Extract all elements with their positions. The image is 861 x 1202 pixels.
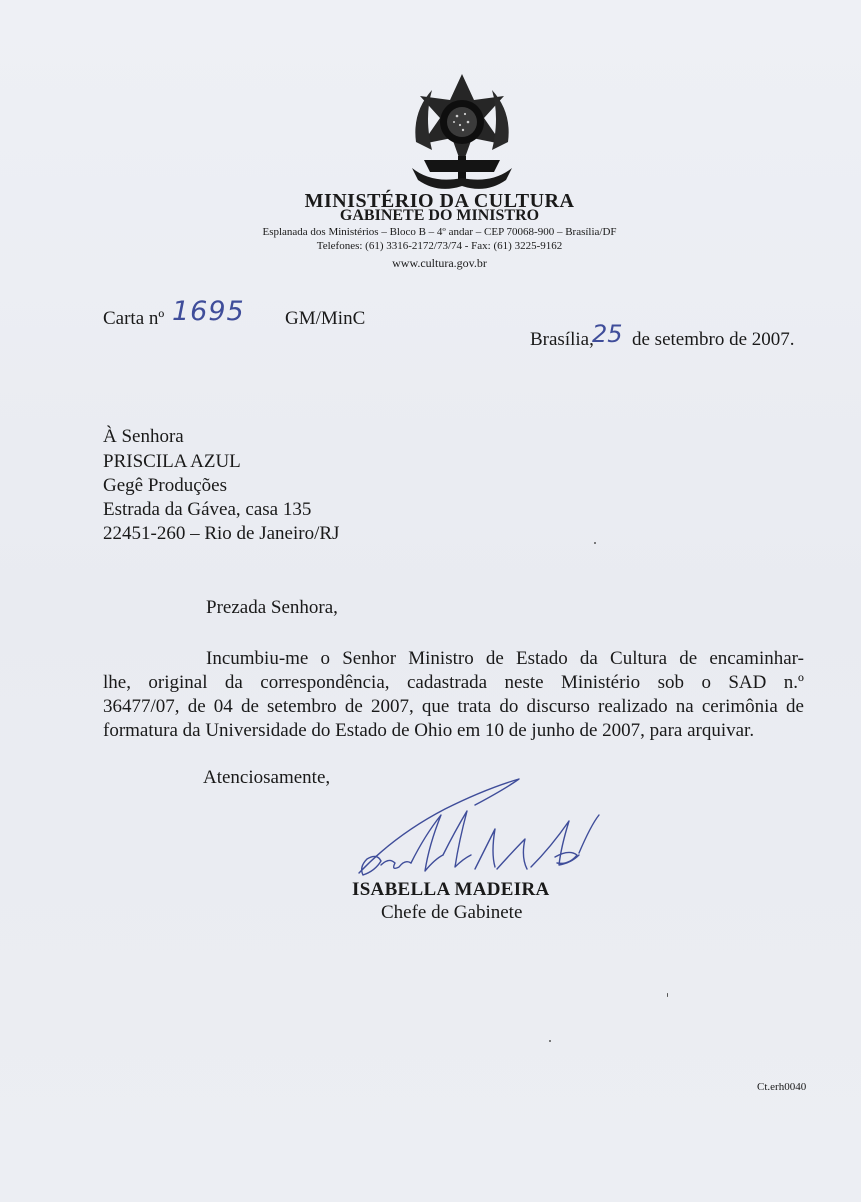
date-place: Brasília, <box>530 329 594 350</box>
body-word: neste <box>504 672 544 693</box>
body-word: que <box>421 696 450 717</box>
body-line-1 <box>103 648 804 672</box>
cabinet-subtitle: GABINETE DO MINISTRO <box>339 207 540 224</box>
body-paragraph <box>103 648 804 744</box>
body-word: lhe, <box>103 672 131 693</box>
body-line-2 <box>103 672 804 696</box>
body-word: trata <box>457 696 492 717</box>
body-word: correspondência, <box>260 672 390 693</box>
body-line-3 <box>103 696 804 720</box>
date-day-handwritten: 25 <box>592 320 623 348</box>
body-word: sob <box>657 672 685 693</box>
letter-number-label: Carta nº <box>103 308 165 329</box>
body-word: Ministério <box>561 672 641 693</box>
body-word: setembro <box>267 696 337 717</box>
letterhead-address: Esplanada dos Ministérios – Bloco B – 4º andar – CEP 70068-900 – Brasília/DF <box>262 226 617 238</box>
body-word: da <box>579 648 598 669</box>
letterhead-website: www.cultura.gov.br <box>392 256 487 270</box>
body-word: realizado <box>598 696 668 717</box>
body-word: encaminhar- <box>709 648 804 669</box>
salutation: Prezada Senhora, <box>206 597 338 618</box>
scan-speck <box>594 542 596 544</box>
body-word: de <box>187 696 206 717</box>
body-word: da <box>224 672 243 693</box>
letter-number-suffix: GM/MinC <box>285 308 366 329</box>
body-word: Ministro <box>408 648 474 669</box>
body-line-4 <box>103 720 804 744</box>
body-word: de <box>240 696 259 717</box>
handwritten-signature <box>355 775 605 887</box>
body-word: original <box>148 672 208 693</box>
letterhead-phones: Telefones: (61) 3316-2172/73/74 - Fax: (61) 3225-9162 <box>316 240 563 252</box>
closing: Atenciosamente, <box>203 767 331 788</box>
body-word: 36477/07, <box>103 696 180 717</box>
recipient-line: 22451-260 – Rio de Janeiro/RJ <box>103 523 340 544</box>
body-word: de <box>344 696 363 717</box>
recipient-line: Gegê Produções <box>103 475 227 496</box>
body-word: do <box>499 696 519 717</box>
document-code: Ct.erh0040 <box>757 1081 807 1093</box>
body-word: o <box>701 672 711 693</box>
body-word: Estado <box>516 648 568 669</box>
body-word: de <box>485 648 504 669</box>
letter-number-handwritten: 1695 <box>172 296 245 327</box>
body-word: SAD <box>728 672 767 693</box>
ministry-title: MINISTÉRIO DA CULTURA <box>304 190 575 212</box>
body-word: Incumbiu-me <box>206 648 309 669</box>
body-line-last: formatura da Universidade do Estado de Ohio em 10 de junho de 2007, para arquivar. <box>103 720 755 741</box>
signer-title: Chefe de Gabinete <box>381 902 523 923</box>
body-word: Cultura <box>610 648 668 669</box>
recipient-line: PRISCILA AZUL <box>103 451 241 472</box>
date-month-year: de setembro de 2007. <box>632 329 795 350</box>
signer-name: ISABELLA MADEIRA <box>352 879 550 900</box>
body-word: o <box>320 648 331 669</box>
recipient-line: À Senhora <box>103 426 184 447</box>
body-word: 04 <box>213 696 233 717</box>
body-word: 2007, <box>370 696 414 717</box>
body-word: discurso <box>526 696 590 717</box>
recipient-line: Estrada da Gávea, casa 135 <box>103 499 312 520</box>
scan-speck <box>549 1040 551 1042</box>
scan-speck <box>667 993 668 997</box>
body-word: na <box>675 696 694 717</box>
body-word: de <box>679 648 698 669</box>
body-word: cerimônia <box>701 696 778 717</box>
body-word: n.º <box>783 672 804 693</box>
body-word: cadastrada <box>406 672 488 693</box>
body-word: de <box>786 696 804 717</box>
coat-of-arms-emblem <box>402 72 522 194</box>
body-word: Senhor <box>342 648 397 669</box>
